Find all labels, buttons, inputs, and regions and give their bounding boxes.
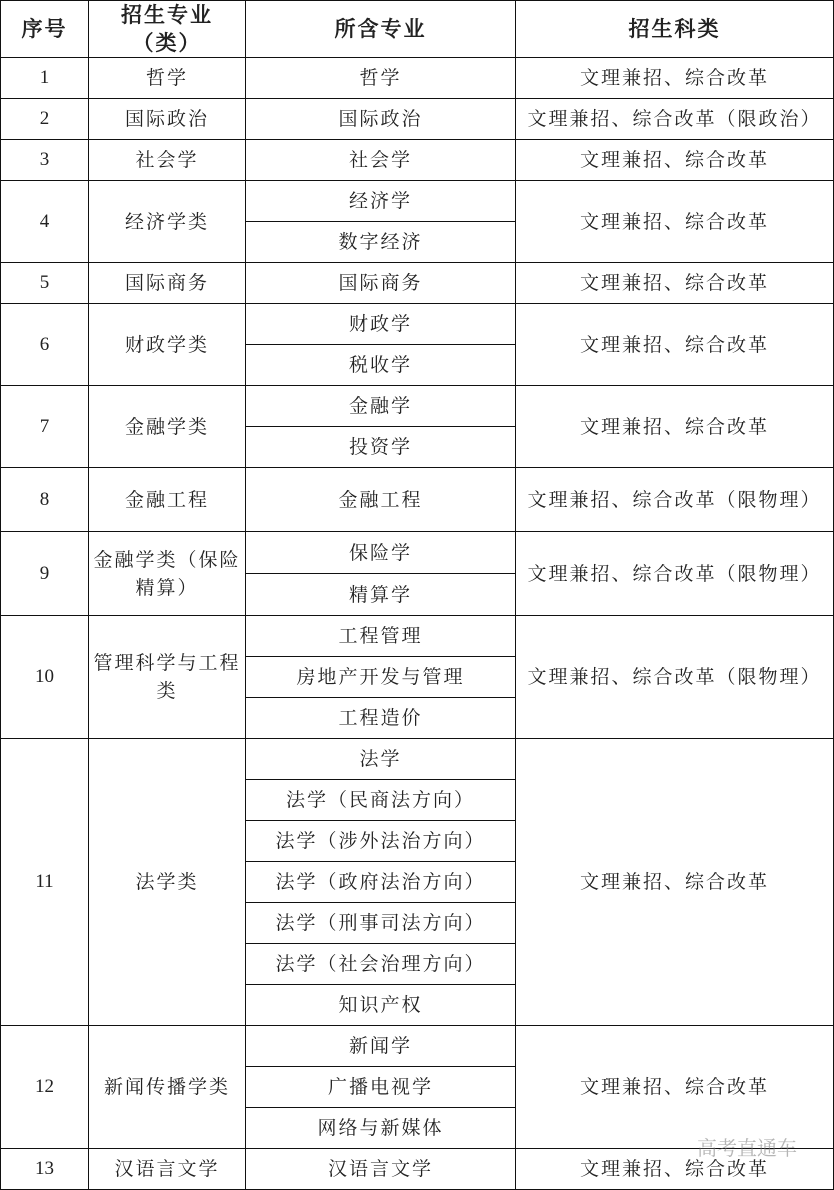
cell-major: 财政学类 [89,304,246,386]
table-row [1,616,834,657]
cell-included-major: 社会学 [246,140,516,181]
cell-index: 6 [1,304,89,386]
cell-major: 国际政治 [89,99,246,140]
cell-included-major: 法学（民商法方向） [246,780,516,821]
cell-index: 3 [1,140,89,181]
cell-included-major: 哲学 [246,58,516,99]
cell-index: 1 [1,58,89,99]
table-body [1,58,834,1190]
cell-included-major: 投资学 [246,427,516,468]
cell-included-major: 汉语言文学 [246,1149,516,1190]
cell-included-major: 国际商务 [246,263,516,304]
cell-included-major: 经济学 [246,181,516,222]
cell-included-major: 法学（社会治理方向） [246,944,516,985]
cell-included-major: 税收学 [246,345,516,386]
cell-major: 金融学类（保险精算） [89,532,246,616]
cell-index: 7 [1,386,89,468]
cell-index: 4 [1,181,89,263]
cell-included-major: 财政学 [246,304,516,345]
cell-category: 文理兼招、综合改革 [516,1026,834,1149]
cell-major: 国际商务 [89,263,246,304]
cell-category: 文理兼招、综合改革（限物理） [516,468,834,532]
cell-included-major: 精算学 [246,574,516,616]
cell-included-major: 法学（刑事司法方向） [246,903,516,944]
cell-category: 文理兼招、综合改革 [516,1149,834,1190]
cell-category: 文理兼招、综合改革 [516,263,834,304]
cell-index: 5 [1,263,89,304]
cell-included-major: 数字经济 [246,222,516,263]
table-row [1,468,834,532]
cell-category: 文理兼招、综合改革 [516,140,834,181]
table-row [1,181,834,222]
table-row [1,263,834,304]
cell-index: 13 [1,1149,89,1190]
cell-category: 文理兼招、综合改革 [516,58,834,99]
cell-major: 法学类 [89,739,246,1026]
cell-category: 文理兼招、综合改革 [516,739,834,1026]
cell-included-major: 工程管理 [246,616,516,657]
cell-index: 10 [1,616,89,739]
header-category: 招生科类 [516,1,834,58]
cell-category: 文理兼招、综合改革（限物理） [516,616,834,739]
cell-included-major: 金融学 [246,386,516,427]
header-index: 序号 [1,1,89,58]
table-row [1,99,834,140]
cell-index: 9 [1,532,89,616]
cell-category: 文理兼招、综合改革 [516,386,834,468]
cell-included-major: 新闻学 [246,1026,516,1067]
cell-index: 2 [1,99,89,140]
cell-included-major: 广播电视学 [246,1067,516,1108]
table-row [1,140,834,181]
table-row [1,58,834,99]
cell-included-major: 法学 [246,739,516,780]
cell-major: 哲学 [89,58,246,99]
cell-included-major: 国际政治 [246,99,516,140]
cell-included-major: 房地产开发与管理 [246,657,516,698]
cell-major: 社会学 [89,140,246,181]
cell-included-major: 网络与新媒体 [246,1108,516,1149]
cell-included-major: 保险学 [246,532,516,574]
header-major: 招生专业（类） [89,1,246,58]
cell-major: 金融工程 [89,468,246,532]
cell-category: 文理兼招、综合改革（限物理） [516,532,834,616]
cell-included-major: 知识产权 [246,985,516,1026]
header-row [1,1,834,58]
cell-index: 8 [1,468,89,532]
cell-category: 文理兼招、综合改革（限政治） [516,99,834,140]
table-row [1,1026,834,1067]
cell-included-major: 法学（涉外法治方向） [246,821,516,862]
cell-included-major: 金融工程 [246,468,516,532]
cell-category: 文理兼招、综合改革 [516,181,834,263]
cell-index: 11 [1,739,89,1026]
cell-major: 新闻传播学类 [89,1026,246,1149]
cell-major: 经济学类 [89,181,246,263]
table-row [1,304,834,345]
cell-included-major: 工程造价 [246,698,516,739]
table-row [1,386,834,427]
header-included: 所含专业 [246,1,516,58]
table-row [1,532,834,574]
cell-category: 文理兼招、综合改革 [516,304,834,386]
watermark-text: 高考直通车 [697,1136,797,1160]
cell-index: 12 [1,1026,89,1149]
cell-major: 管理科学与工程类 [89,616,246,739]
cell-major: 汉语言文学 [89,1149,246,1190]
table-row [1,739,834,780]
cell-major: 金融学类 [89,386,246,468]
cell-included-major: 法学（政府法治方向） [246,862,516,903]
